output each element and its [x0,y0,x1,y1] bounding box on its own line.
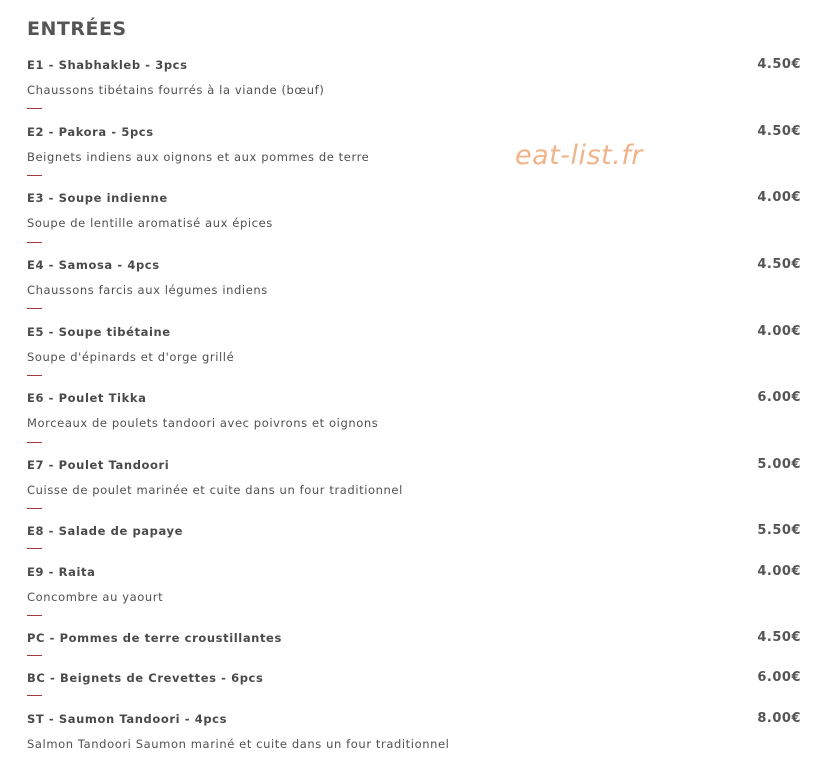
separator [27,308,42,309]
item-price: 5.50€ [757,523,801,538]
separator [27,242,42,243]
separator [27,655,42,656]
item-name: PC - Pommes de terre croustillantes [27,631,282,645]
item-price: 6.00€ [757,390,801,405]
item-name: BC - Beignets de Crevettes - 6pcs [27,671,264,685]
item-description: Cuisse de poulet marinée et cuite dans un four traditionnel [27,483,403,497]
item-description: Salmon Tandoori Saumon mariné et cuite dans un four traditionnel [27,737,450,751]
item-description: Morceaux de poulets tandoori avec poivrons et oignons [27,416,379,430]
item-description: Soupe de lentille aromatisé aux épices [27,216,273,230]
item-price: 8.00€ [757,711,801,726]
item-price: 4.00€ [757,190,801,205]
item-name: E9 - Raita [27,565,96,579]
item-name: E1 - Shabhakleb - 3pcs [27,58,188,72]
separator [27,108,42,109]
item-description: Concombre au yaourt [27,590,164,604]
item-description: Beignets indiens aux oignons et aux pommes de terre [27,150,370,164]
separator [27,175,42,176]
item-price: 4.00€ [757,324,801,339]
item-description: Chaussons farcis aux légumes indiens [27,283,268,297]
item-name: E3 - Soupe indienne [27,191,168,205]
item-price: 4.50€ [757,124,801,139]
item-name: E7 - Poulet Tandoori [27,458,170,472]
separator [27,442,42,443]
item-name: E2 - Pakora - 5pcs [27,125,154,139]
item-price: 4.00€ [757,564,801,579]
separator [27,615,42,616]
item-price: 4.50€ [757,630,801,645]
item-description: Chaussons tibétains fourrés à la viande (bœuf) [27,83,325,97]
item-price: 4.50€ [757,257,801,272]
item-price: 4.50€ [757,57,801,72]
item-name: E6 - Poulet Tikka [27,391,147,405]
item-description: Soupe d'épinards et d'orge grillé [27,350,235,364]
section-title: ENTRÉES [27,18,127,40]
item-name: E8 - Salade de papaye [27,524,183,538]
item-name: E4 - Samosa - 4pcs [27,258,160,272]
separator [27,695,42,696]
item-name: ST - Saumon Tandoori - 4pcs [27,712,228,726]
item-name: E5 - Soupe tibétaine [27,325,171,339]
watermark-text: eat-list.fr [515,140,643,171]
separator [27,375,42,376]
item-price: 6.00€ [757,670,801,685]
separator [27,508,42,509]
separator [27,548,42,549]
item-price: 5.00€ [757,457,801,472]
